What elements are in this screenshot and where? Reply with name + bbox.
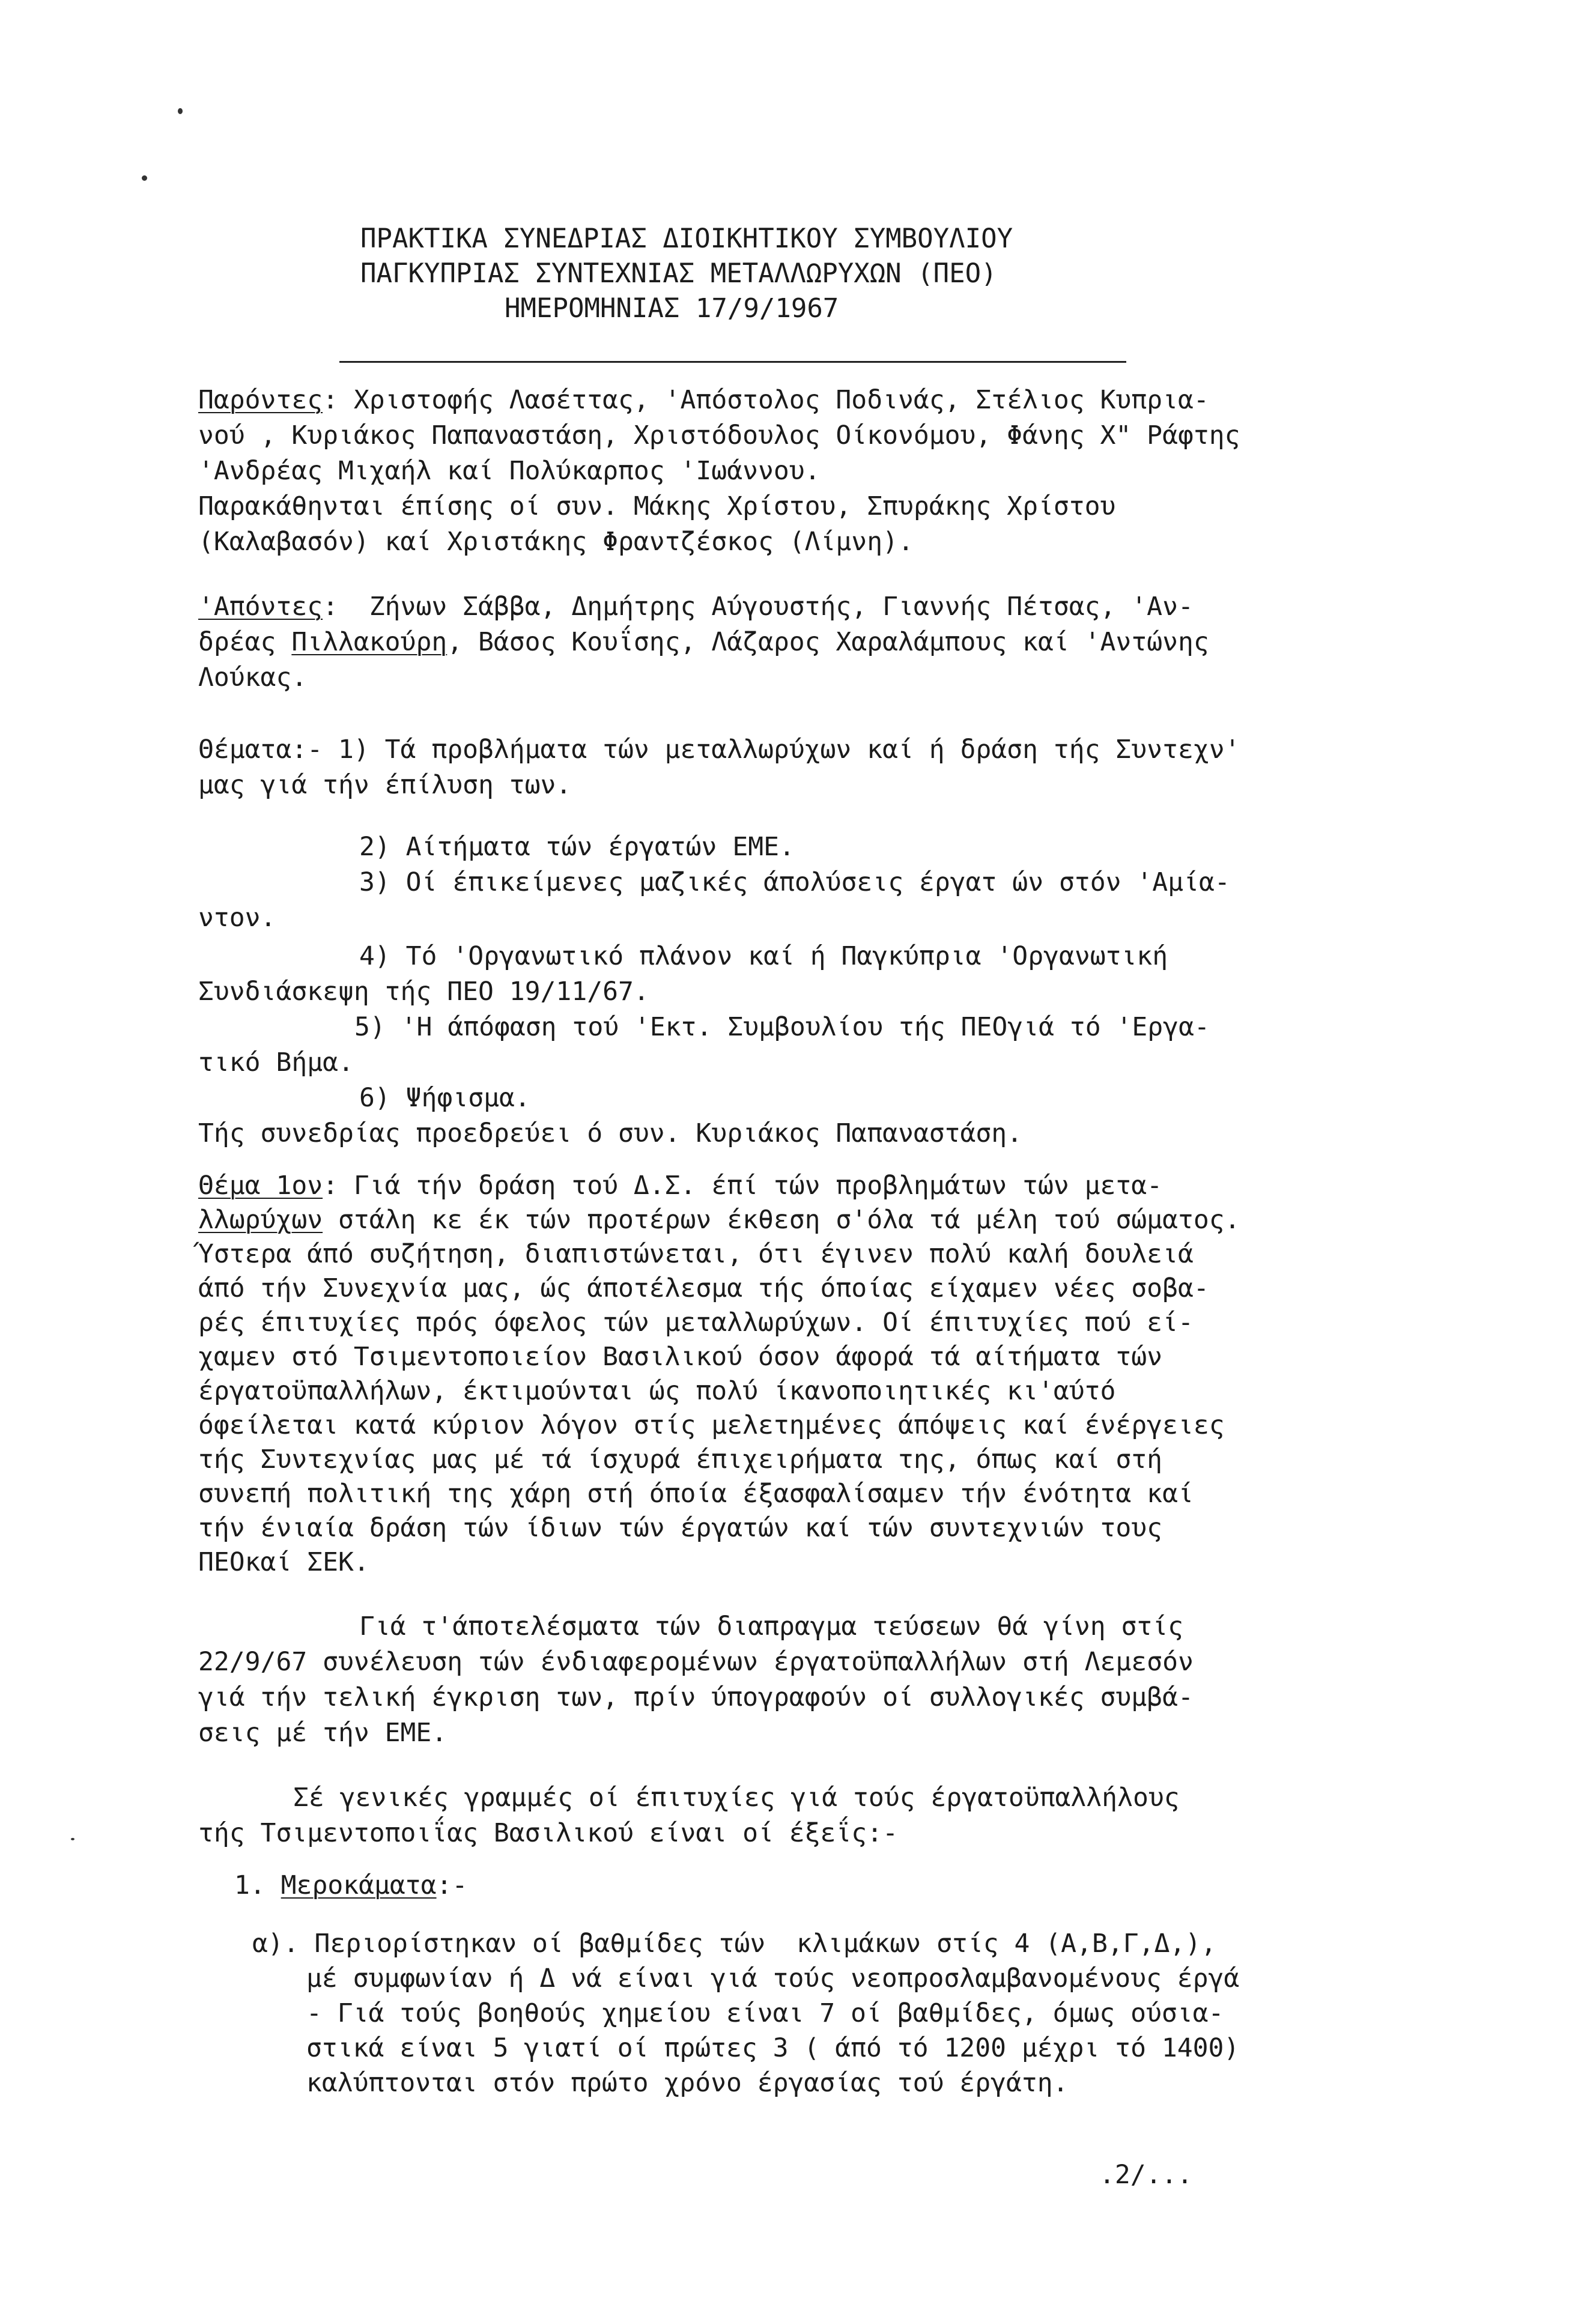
item1-line-1: Θέμα 1ον: Γιά τήν δράση τού Δ.Σ. έπί τών προβλημάτων τών μετα- xyxy=(198,1171,1163,1201)
point-a-line-3: - Γιά τούς βοηθούς χημείου είναι 7 οί βαθμίδες, όμως ούσια- xyxy=(306,1998,1224,2028)
scan-speck xyxy=(178,108,183,114)
chair-line: Τής συνεδρίας προεδρεύει ό συν. Κυριάκος Παπαναστάση. xyxy=(198,1118,1023,1148)
item1-line-11: τήν ένιαία δράση τών ίδιων τών έργατών καί τών συντεχνιών τους xyxy=(198,1513,1163,1543)
item1-line-6: χαμεν στό Τσιμεντοποιείον Βασιλικού όσον άφορά τά αίτήματα τών xyxy=(198,1342,1163,1372)
point-a-line-1: α). Περιορίστηκαν οί βαθμίδες τών κλιμάκων στίς 4 (Α,Β,Γ,Δ,), xyxy=(252,1929,1217,1959)
header-line-2: ΠΑΓΚΥΠΡΙΑΣ ΣΥΝΤΕΧΝΙΑΣ ΜΕΤΑΛΛΩΡΥΧΩΝ (ΠΕΟ) xyxy=(360,258,997,289)
absent-line-1: 'Απόντες: Ζήνων Σάββα, Δημήτρης Αύγουστής, Γιαννής Πέτσας, 'Αν- xyxy=(198,592,1194,622)
topic-6: 6) Ψήφισμα. xyxy=(359,1083,530,1113)
scan-speck xyxy=(142,175,147,181)
topic-3-line-2: ντον. xyxy=(198,903,276,933)
point-a-line-2: μέ συμφωνίαν ή Δ νά είναι γιά τούς νεοπροσλαμβανομένους έργά xyxy=(306,1963,1240,1993)
present-line-1: Παρόντες: Χριστοφής Λασέττας, 'Απόστολος Ποδινάς, Στέλιος Κυπρια- xyxy=(198,385,1209,415)
absent-line-2: δρέας Πιλλακούρη, Βάσος Κουΐσης, Λάζαρος Χαραλάμπους καί 'Αντώνης xyxy=(198,627,1209,657)
topic-4-line-2: Συνδιάσκεψη τής ΠΕΟ 19/11/67. xyxy=(198,977,649,1007)
topic-3-line-1: 3) Οί έπικείμενες μαζικές άπολύσεις έργατ ών στόν 'Αμία- xyxy=(359,867,1230,897)
scan-speck xyxy=(71,1838,74,1840)
page-continuation: .2/... xyxy=(1099,2160,1193,2190)
present-line-4: Παρακάθηνται έπίσης οί συν. Μάκης Χρίστου, Σπυράκης Χρίστου xyxy=(198,491,1116,521)
present-line-2: νού , Κυριάκος Παπαναστάση, Χριστόδουλος Οίκονόμου, Φάνης Χ" Ράφτης xyxy=(198,420,1240,450)
present-line-5: (Καλαβασόν) καί Χριστάκης Φραντζέσκος (Λίμνη). xyxy=(198,527,914,557)
present-label: Παρόντες xyxy=(198,385,323,415)
topic-1-line-1: Θέματα:- 1) Τά προβλήματα τών μεταλλωρύχων καί ή δράση τής Συντεχν' xyxy=(198,735,1240,765)
topic-2: 2) Αίτήματα τών έργατών ΕΜΕ. xyxy=(359,832,795,862)
item1-line-12: ΠΕΟκαί ΣΕΚ. xyxy=(198,1547,369,1577)
header-line-1: ΠΡΑΚΤΙΚΑ ΣΥΝΕΔΡΙΑΣ ΔΙΟΙΚΗΤΙΚΟΥ ΣΥΜΒΟΥΛΙΟΥ xyxy=(360,223,1013,254)
point-a-line-4: στικά είναι 5 γιατί οί πρώτες 3 ( άπό τό 1200 μέχρι τό 1400) xyxy=(306,2033,1240,2063)
item1-label: Θέμα 1ον xyxy=(198,1171,323,1201)
item1-line-3: Ύστερα άπό συζήτηση, διαπιστώνεται, ότι έγινεν πολύ καλή δουλειά xyxy=(198,1239,1194,1269)
item1-line-8: όφείλεται κατά κύριον λόγον στίς μελετημένες άπόψεις καί ένέργειες xyxy=(198,1410,1225,1440)
item1-line-9: τής Συντεχνίας μας μέ τά ίσχυρά έπιχειρήματα της, όπως καί στή xyxy=(198,1444,1163,1475)
para2-line-1: Γιά τ'άποτελέσματα τών διαπραγμα τεύσεων θά γίνη στίς xyxy=(359,1611,1184,1642)
present-line-3: 'Ανδρέας Μιχαήλ καί Πολύκαρπος 'Ιωάννου. xyxy=(198,456,821,486)
header-line-3: ΗΜΕΡΟΜΗΝΙΑΣ 17/9/1967 xyxy=(505,293,839,324)
para2-line-2: 22/9/67 συνέλευση τών ένδιαφερομένων έργατοϋπαλλήλων στή Λεμεσόν xyxy=(198,1647,1194,1677)
topic-1-line-2: μας γιά τήν έπίλυση των. xyxy=(198,770,572,800)
topic-5-line-1: 5) 'Η άπόφαση τού 'Εκτ. Συμβουλίου τής ΠΕΟγιά τό 'Εργα- xyxy=(354,1012,1210,1042)
para2-line-4: σεις μέ τήν ΕΜΕ. xyxy=(198,1718,448,1748)
item1-line-7: έργατοϋπαλλήλων, έκτιμούνται ώς πολύ ίκανοποιητικές κι'αύτό xyxy=(198,1376,1116,1406)
absent-line-3: Λούκας. xyxy=(198,662,308,693)
para3-line-2: τής Τσιμεντοποιΐας Βασιλικού είναι οί έξεΐς:- xyxy=(198,1818,898,1848)
item1-line-5: ρές έπιτυχίες πρός όφελος τών μεταλλωρύχων. Οί έπιτυχίες πού εί- xyxy=(198,1308,1194,1338)
topic-4-line-1: 4) Τό 'Οργανωτικό πλάνον καί ή Παγκύπρια 'Οργανωτική xyxy=(359,941,1168,971)
item1-line-4: άπό τήν Συνεχνία μας, ώς άποτέλεσμα τής όποίας είχαμεν νέες σοβα- xyxy=(198,1273,1209,1303)
section1-heading: 1. Μεροκάματα:- xyxy=(234,1870,468,1900)
point-a-line-5: καλύπτονται στόν πρώτο χρόνο έργασίας τού έργάτη. xyxy=(306,2068,1069,2098)
absent-label: 'Απόντες xyxy=(198,592,323,622)
para2-line-3: γιά τήν τελική έγκριση των, πρίν ύπογραφούν οί συλλογικές συμβά- xyxy=(198,1682,1194,1712)
item1-line-10: συνεπή πολιτική της χάρη στή όποία έξασφαλίσαμεν τήν ένότητα καί xyxy=(198,1479,1194,1509)
para3-line-1: Σέ γενικές γραμμές οί έπιτυχίες γιά τούς έργατοϋπαλλήλους xyxy=(293,1783,1180,1813)
topic-5-line-2: τικό Βήμα. xyxy=(198,1047,354,1078)
section1-label: Μεροκάματα xyxy=(281,1870,437,1900)
item1-line-2: λλωρύχων στάλη κε έκ τών προτέρων έκθεση σ'όλα τά μέλη τού σώματος. xyxy=(198,1205,1240,1235)
header-rule xyxy=(339,361,1126,363)
